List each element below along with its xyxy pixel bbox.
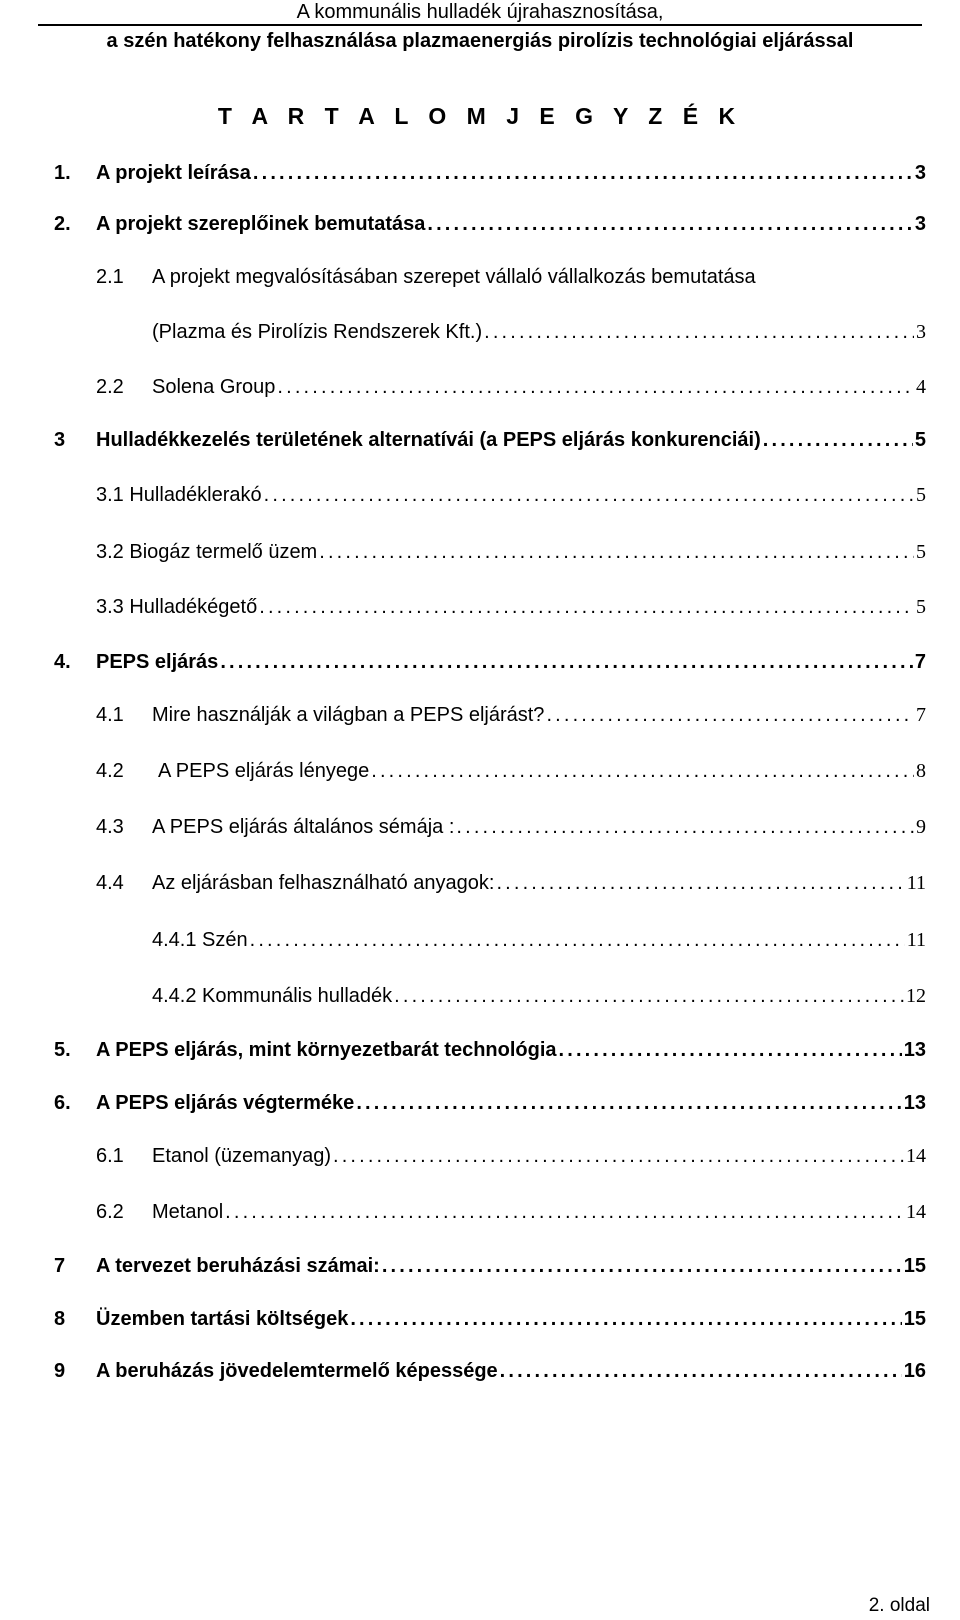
toc-entry-text: 3.2 Biogáz termelő üzem — [96, 541, 318, 563]
toc-entry-text: A projekt leírása — [96, 162, 251, 184]
toc-leader-dots — [500, 1360, 902, 1383]
toc-entry-number: 6.2 — [96, 1201, 124, 1223]
toc-leader-dots — [382, 1255, 902, 1278]
toc-leader-dots — [277, 376, 914, 399]
toc-entry-text: A PEPS eljárás lényege — [158, 760, 370, 782]
header-title-line1: A kommunális hulladék újrahasznosítása, — [38, 0, 922, 26]
toc-entry[interactable] — [96, 760, 926, 783]
toc-leader-dots — [250, 929, 905, 952]
toc-entry-page: 14 — [906, 1201, 926, 1223]
toc-entry[interactable] — [54, 1092, 926, 1115]
toc-entry-page: 16 — [903, 1360, 926, 1382]
toc-entry-text: Az eljárásban felhasználható anyagok: — [152, 872, 495, 894]
toc-entry-text: PEPS eljárás — [96, 651, 219, 673]
toc-entry-page: 15 — [903, 1255, 926, 1277]
toc-entry-page: 7 — [914, 651, 926, 673]
toc-entry-number: 5. — [54, 1039, 71, 1061]
toc-leader-dots — [394, 985, 904, 1008]
toc-entry-number: 1. — [54, 162, 71, 184]
toc-entry[interactable] — [54, 162, 926, 185]
toc-entry-page: 7 — [916, 704, 926, 726]
toc-entry-page: 4 — [916, 376, 926, 398]
toc-entry[interactable] — [96, 704, 926, 727]
toc-entry-page: 5 — [914, 429, 926, 451]
toc-leader-dots — [484, 321, 914, 344]
toc-entry[interactable] — [96, 1201, 926, 1224]
toc-entry-text: A projekt megvalósításában szerepet vállaló vállalkozás bemutatása — [152, 266, 756, 288]
toc-entry-text: A PEPS eljárás, mint környezetbarát technológia — [96, 1039, 557, 1061]
toc-entry-number: 2.2 — [96, 376, 124, 398]
toc-leader-dots — [350, 1308, 901, 1331]
toc-leader-dots — [763, 429, 913, 452]
toc-title: T A R T A L O M J E G Y Z É K — [217, 103, 743, 129]
toc-leader-dots — [259, 596, 914, 619]
toc-entry-page: 14 — [906, 1145, 926, 1167]
toc-entry-page: 5 — [916, 484, 926, 506]
document-header — [0, 0, 960, 53]
toc-entry[interactable] — [96, 266, 926, 289]
toc-entry[interactable] — [54, 213, 926, 236]
toc-entry-page: 11 — [906, 872, 926, 894]
toc-entry-number: 4.3 — [96, 816, 124, 838]
toc-entry-page: 5 — [916, 596, 926, 618]
toc-entry-number: 8 — [54, 1308, 66, 1330]
toc-entry-text: 4.4.1 Szén — [152, 929, 248, 951]
toc-entry-page: 15 — [903, 1308, 926, 1330]
toc-entry-text: (Plazma és Pirolízis Rendszerek Kft.) — [152, 321, 483, 343]
toc-entry-page: 11 — [906, 929, 926, 951]
toc-entry-page: 3 — [914, 213, 926, 235]
toc-entry-number: 7 — [54, 1255, 66, 1277]
toc-leader-dots — [456, 816, 914, 839]
toc-entry[interactable] — [96, 596, 926, 619]
toc-leader-dots — [427, 213, 913, 236]
toc-leader-dots — [559, 1039, 902, 1062]
toc-leader-dots — [253, 162, 913, 185]
toc-entry-page: 12 — [906, 985, 926, 1007]
toc-entry-text: A tervezet beruházási számai: — [96, 1255, 380, 1277]
toc-entry[interactable] — [96, 484, 926, 507]
toc-leader-dots — [546, 704, 914, 727]
toc-leader-dots — [319, 541, 914, 564]
toc-entry[interactable] — [96, 1145, 926, 1168]
toc-entry-number: 4.4 — [96, 872, 124, 894]
toc-entry[interactable] — [54, 1308, 926, 1331]
toc-entry-number: 4. — [54, 651, 71, 673]
toc-entry-text: A PEPS eljárás általános sémája : — [152, 816, 455, 838]
toc-entry-text: 3.1 Hulladéklerakó — [96, 484, 262, 506]
toc-entry[interactable] — [96, 376, 926, 399]
toc-entry[interactable] — [54, 429, 926, 452]
page-number-footer: 2. oldal — [868, 1595, 930, 1616]
toc-entry[interactable] — [96, 816, 926, 839]
toc-entry-number: 2. — [54, 213, 71, 235]
toc-entry-text: Metanol — [152, 1201, 224, 1223]
toc-entry[interactable] — [54, 1360, 926, 1383]
toc-leader-dots — [225, 1201, 904, 1224]
toc-entry-number: 3 — [54, 429, 66, 451]
toc-leader-dots — [371, 760, 914, 783]
toc-entry-page: 9 — [916, 816, 926, 838]
toc-entry[interactable] — [54, 651, 926, 674]
toc-leader-dots — [264, 484, 914, 507]
toc-entry[interactable] — [152, 321, 926, 344]
toc-entry-number: 9 — [54, 1360, 66, 1382]
toc-entry-text: Etanol (üzemanyag) — [152, 1145, 331, 1167]
toc-entry[interactable] — [96, 872, 926, 895]
toc-entry-page: 3 — [914, 162, 926, 184]
toc-entry-number: 2.1 — [96, 266, 124, 288]
toc-entry-number: 6. — [54, 1092, 71, 1114]
toc-leader-dots — [496, 872, 904, 895]
toc-entry-text: Solena Group — [152, 376, 276, 398]
toc-entry-text: 4.4.2 Kommunális hulladék — [152, 985, 393, 1007]
toc-entry[interactable] — [96, 541, 926, 564]
toc-entry-text: Üzemben tartási költségek — [96, 1308, 349, 1330]
toc-entry-number: 4.1 — [96, 704, 124, 726]
toc-entry[interactable] — [152, 985, 926, 1008]
toc-entry-page: 8 — [916, 760, 926, 782]
toc-entry[interactable] — [152, 929, 926, 952]
toc-entry-page: 5 — [916, 541, 926, 563]
toc-entry-text: 3.3 Hulladékégető — [96, 596, 258, 618]
toc-entry-text: Mire használják a világban a PEPS eljárást? — [152, 704, 545, 726]
toc-leader-dots — [333, 1145, 904, 1168]
toc-entry-text: A PEPS eljárás végterméke — [96, 1092, 355, 1114]
toc-entry-number: 6.1 — [96, 1145, 124, 1167]
toc-entry[interactable] — [54, 1039, 926, 1062]
toc-entry-page: 13 — [903, 1092, 926, 1114]
toc-entry-page: 3 — [916, 321, 926, 343]
toc-entry-text: A projekt szereplőinek bemutatása — [96, 213, 426, 235]
toc-leader-dots — [356, 1092, 901, 1115]
header-title-line2: a szén hatékony felhasználása plazmaenergiás pirolízis technológiai eljárással — [106, 30, 854, 52]
toc-leader-dots — [220, 651, 913, 674]
toc-entry-text: Hulladékkezelés területének alternatívái (a PEPS eljárás konkurenciái) — [96, 429, 761, 451]
toc-entry-number: 4.2 — [96, 760, 124, 782]
toc-entry[interactable] — [54, 1255, 926, 1278]
toc-entry-page: 13 — [903, 1039, 926, 1061]
toc-entry-text: A beruházás jövedelemtermelő képessége — [96, 1360, 498, 1382]
